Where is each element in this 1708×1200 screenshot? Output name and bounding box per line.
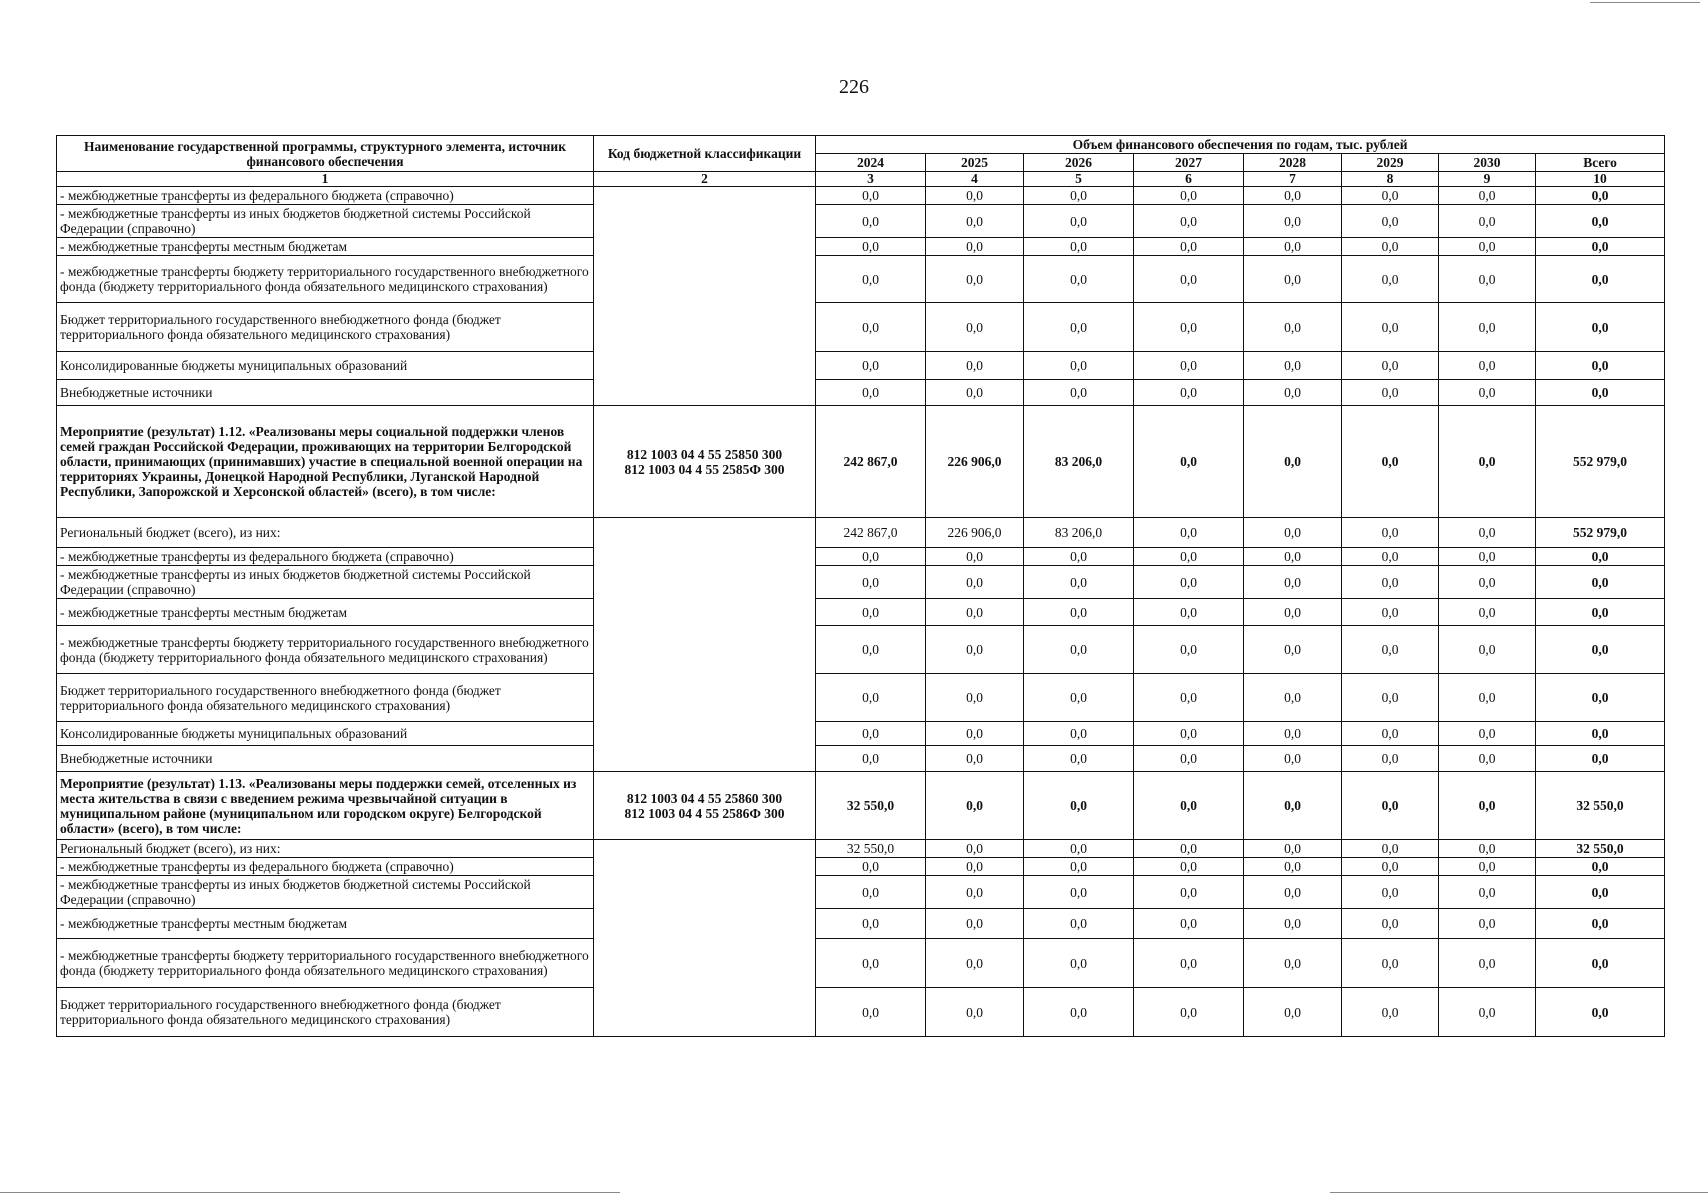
- value-cell: 0,0: [1134, 303, 1244, 352]
- value-cell: 0,0: [1244, 626, 1342, 674]
- value-cell: 0,0: [1024, 772, 1134, 840]
- value-cell: 0,0: [926, 352, 1024, 380]
- scan-edge-line: [1330, 1192, 1708, 1193]
- value-cell: 0,0: [926, 722, 1024, 746]
- value-cell: 0,0: [1439, 256, 1536, 303]
- row-name: Бюджет территориального государственного внебюджетного фонда (бюджет территориального фонда обязательного медицинского страхования): [57, 674, 594, 722]
- value-cell: 0,0: [1244, 187, 1342, 205]
- value-cell: 0,0: [816, 939, 926, 988]
- header-year: 2029: [1342, 154, 1439, 172]
- value-cell: 0,0: [1342, 988, 1439, 1037]
- value-cell: 0,0: [1342, 406, 1439, 518]
- value-cell: 0,0: [1342, 352, 1439, 380]
- total-cell: 0,0: [1536, 909, 1665, 939]
- scan-edge-line: [0, 1192, 620, 1193]
- table-row: [57, 380, 1665, 406]
- value-cell: 0,0: [1342, 674, 1439, 722]
- column-number: 1: [57, 172, 594, 187]
- table-row: [57, 674, 1665, 722]
- total-cell: 0,0: [1536, 548, 1665, 566]
- value-cell: 0,0: [1342, 566, 1439, 599]
- value-cell: 0,0: [1439, 840, 1536, 858]
- value-cell: 0,0: [1134, 988, 1244, 1037]
- column-number: 2: [594, 172, 816, 187]
- value-cell: 0,0: [1342, 303, 1439, 352]
- total-cell: 0,0: [1536, 187, 1665, 205]
- total-cell: 0,0: [1536, 352, 1665, 380]
- value-cell: 0,0: [1134, 858, 1244, 876]
- value-cell: 83 206,0: [1024, 518, 1134, 548]
- total-cell: 0,0: [1536, 674, 1665, 722]
- total-cell: 0,0: [1536, 238, 1665, 256]
- value-cell: 0,0: [1024, 205, 1134, 238]
- value-cell: 0,0: [816, 380, 926, 406]
- column-number: 9: [1439, 172, 1536, 187]
- value-cell: 0,0: [1244, 352, 1342, 380]
- value-cell: 0,0: [1134, 840, 1244, 858]
- value-cell: 0,0: [1024, 722, 1134, 746]
- column-number: 10: [1536, 172, 1665, 187]
- table-row: [57, 548, 1665, 566]
- value-cell: 0,0: [1024, 238, 1134, 256]
- value-cell: 0,0: [1244, 518, 1342, 548]
- value-cell: 0,0: [1024, 566, 1134, 599]
- value-cell: 0,0: [816, 909, 926, 939]
- value-cell: 0,0: [1439, 303, 1536, 352]
- value-cell: 0,0: [1244, 909, 1342, 939]
- value-cell: 0,0: [1024, 909, 1134, 939]
- value-cell: 0,0: [1134, 380, 1244, 406]
- value-cell: 0,0: [816, 988, 926, 1037]
- value-cell: 0,0: [1439, 238, 1536, 256]
- measure-name: Мероприятие (результат) 1.13. «Реализованы меры поддержки семей, отселенных из места жительства в связи с введением режима чрезвычайной ситуации в муниципальном районе (муниципальном или городском округе) Белгородской области» (всего), в том числе:: [57, 772, 594, 840]
- value-cell: 0,0: [1244, 406, 1342, 518]
- value-cell: 0,0: [1134, 909, 1244, 939]
- value-cell: 0,0: [1342, 876, 1439, 909]
- value-cell: 0,0: [1134, 548, 1244, 566]
- table-row: [57, 626, 1665, 674]
- total-cell: 0,0: [1536, 988, 1665, 1037]
- value-cell: 226 906,0: [926, 406, 1024, 518]
- value-cell: 0,0: [1244, 548, 1342, 566]
- table-row: [57, 352, 1665, 380]
- value-cell: 0,0: [1342, 518, 1439, 548]
- table-row: [57, 939, 1665, 988]
- value-cell: 0,0: [1342, 238, 1439, 256]
- header-year: 2027: [1134, 154, 1244, 172]
- value-cell: 0,0: [926, 858, 1024, 876]
- row-name: - межбюджетные трансферты местным бюджетам: [57, 909, 594, 939]
- total-cell: 0,0: [1536, 626, 1665, 674]
- value-cell: 0,0: [816, 187, 926, 205]
- budget-code-empty: [594, 187, 816, 406]
- value-cell: 0,0: [816, 566, 926, 599]
- value-cell: 0,0: [1244, 772, 1342, 840]
- value-cell: 0,0: [1024, 988, 1134, 1037]
- total-cell: 0,0: [1536, 380, 1665, 406]
- column-number: 3: [816, 172, 926, 187]
- value-cell: 0,0: [1439, 722, 1536, 746]
- column-number: 8: [1342, 172, 1439, 187]
- row-name: - межбюджетные трансферты из федерального бюджета (справочно): [57, 187, 594, 205]
- measure-row: [57, 772, 1665, 840]
- value-cell: 0,0: [926, 238, 1024, 256]
- row-name: Бюджет территориального государственного внебюджетного фонда (бюджет территориального фонда обязательного медицинского страхования): [57, 988, 594, 1037]
- header-code: Код бюджетной классификации: [594, 136, 816, 172]
- row-name: - межбюджетные трансферты местным бюджетам: [57, 238, 594, 256]
- budget-code-cell: [594, 772, 816, 840]
- total-cell: 0,0: [1536, 939, 1665, 988]
- table-row: [57, 205, 1665, 238]
- value-cell: 0,0: [1024, 187, 1134, 205]
- value-cell: 0,0: [1439, 566, 1536, 599]
- value-cell: 0,0: [1134, 256, 1244, 303]
- value-cell: 0,0: [1439, 548, 1536, 566]
- header-year: 2030: [1439, 154, 1536, 172]
- value-cell: 0,0: [816, 205, 926, 238]
- value-cell: 0,0: [1342, 256, 1439, 303]
- value-cell: 0,0: [1024, 303, 1134, 352]
- total-cell: 0,0: [1536, 858, 1665, 876]
- value-cell: 0,0: [1134, 187, 1244, 205]
- value-cell: 0,0: [1134, 876, 1244, 909]
- value-cell: 0,0: [1024, 746, 1134, 772]
- header-volume: Объем финансового обеспечения по годам, тыс. рублей: [816, 136, 1665, 154]
- value-cell: 0,0: [1342, 909, 1439, 939]
- row-name: - межбюджетные трансферты бюджету территориального государственного внебюджетного фонда (бюджету территориального фонда обязательного медицинского страхования): [57, 626, 594, 674]
- value-cell: 0,0: [816, 303, 926, 352]
- value-cell: 0,0: [1342, 858, 1439, 876]
- financing-table: [56, 135, 1665, 1037]
- column-number: 5: [1024, 172, 1134, 187]
- value-cell: 0,0: [1244, 205, 1342, 238]
- value-cell: 0,0: [1134, 566, 1244, 599]
- value-cell: 0,0: [1439, 988, 1536, 1037]
- value-cell: 0,0: [1342, 840, 1439, 858]
- value-cell: 0,0: [1244, 380, 1342, 406]
- value-cell: 0,0: [1134, 518, 1244, 548]
- header-year: 2026: [1024, 154, 1134, 172]
- table-row: [57, 858, 1665, 876]
- value-cell: 0,0: [926, 566, 1024, 599]
- table-row: [57, 303, 1665, 352]
- value-cell: 0,0: [1342, 205, 1439, 238]
- value-cell: 0,0: [1244, 746, 1342, 772]
- value-cell: 0,0: [1134, 939, 1244, 988]
- value-cell: 0,0: [1024, 599, 1134, 626]
- value-cell: 0,0: [1439, 772, 1536, 840]
- table-row: [57, 876, 1665, 909]
- value-cell: 0,0: [1342, 772, 1439, 840]
- value-cell: 0,0: [1244, 674, 1342, 722]
- table-row: [57, 187, 1665, 205]
- total-cell: 0,0: [1536, 746, 1665, 772]
- value-cell: 0,0: [1134, 722, 1244, 746]
- value-cell: 83 206,0: [1024, 406, 1134, 518]
- row-name: - межбюджетные трансферты местным бюджетам: [57, 599, 594, 626]
- total-cell: 32 550,0: [1536, 772, 1665, 840]
- value-cell: 0,0: [1244, 840, 1342, 858]
- row-name: - межбюджетные трансферты из федерального бюджета (справочно): [57, 548, 594, 566]
- value-cell: 0,0: [1439, 746, 1536, 772]
- budget-code: 812 1003 04 4 55 25860 300: [626, 790, 783, 806]
- table-row: [57, 840, 1665, 858]
- value-cell: 0,0: [926, 303, 1024, 352]
- table-row: [57, 566, 1665, 599]
- value-cell: 0,0: [1439, 939, 1536, 988]
- value-cell: 0,0: [1134, 599, 1244, 626]
- table-row: [57, 518, 1665, 548]
- value-cell: 0,0: [926, 380, 1024, 406]
- table-row: [57, 256, 1665, 303]
- row-name: - межбюджетные трансферты из иных бюджетов бюджетной системы Российской Федерации (справочно): [57, 566, 594, 599]
- value-cell: 0,0: [926, 256, 1024, 303]
- row-name: - межбюджетные трансферты из иных бюджетов бюджетной системы Российской Федерации (справочно): [57, 876, 594, 909]
- value-cell: 0,0: [1244, 256, 1342, 303]
- value-cell: 0,0: [1244, 722, 1342, 746]
- value-cell: 0,0: [1024, 548, 1134, 566]
- value-cell: 0,0: [1134, 406, 1244, 518]
- value-cell: 0,0: [1024, 840, 1134, 858]
- value-cell: 0,0: [816, 352, 926, 380]
- budget-code: 812 1003 04 4 55 2585Ф 300: [624, 461, 785, 477]
- value-cell: 0,0: [816, 256, 926, 303]
- value-cell: 0,0: [926, 205, 1024, 238]
- value-cell: 0,0: [1342, 722, 1439, 746]
- total-cell: 0,0: [1536, 205, 1665, 238]
- value-cell: 0,0: [1244, 303, 1342, 352]
- row-name: - межбюджетные трансферты из федерального бюджета (справочно): [57, 858, 594, 876]
- header-total: Всего: [1536, 154, 1665, 172]
- value-cell: 0,0: [816, 876, 926, 909]
- value-cell: 0,0: [1439, 205, 1536, 238]
- measure-name: Мероприятие (результат) 1.12. «Реализованы меры социальной поддержки членов семей граждан Российской Федерации, проживающих на территории Белгородской области, принимающих (принимавших) участие в специальной военной операции на территориях Украины, Донецкой Народной Республики, Луганской Народной Республики, Запорожской и Херсонской областей» (всего), в том числе:: [57, 406, 594, 518]
- value-cell: 0,0: [1342, 599, 1439, 626]
- value-cell: 0,0: [816, 626, 926, 674]
- total-cell: 0,0: [1536, 876, 1665, 909]
- value-cell: 0,0: [1134, 205, 1244, 238]
- budget-code-empty: [594, 518, 816, 772]
- budget-code-cell: [594, 406, 816, 518]
- value-cell: 0,0: [926, 674, 1024, 722]
- value-cell: 0,0: [1244, 566, 1342, 599]
- row-name: Региональный бюджет (всего), из них:: [57, 840, 594, 858]
- row-name: Внебюджетные источники: [57, 380, 594, 406]
- value-cell: 0,0: [1244, 858, 1342, 876]
- column-number: 7: [1244, 172, 1342, 187]
- value-cell: 0,0: [1342, 626, 1439, 674]
- total-cell: 0,0: [1536, 256, 1665, 303]
- row-name: - межбюджетные трансферты бюджету территориального государственного внебюджетного фонда (бюджету территориального фонда обязательного медицинского страхования): [57, 939, 594, 988]
- value-cell: 0,0: [816, 548, 926, 566]
- value-cell: 0,0: [1024, 352, 1134, 380]
- table-row: [57, 238, 1665, 256]
- column-number: 6: [1134, 172, 1244, 187]
- value-cell: 0,0: [816, 674, 926, 722]
- value-cell: 0,0: [816, 746, 926, 772]
- value-cell: 0,0: [1244, 939, 1342, 988]
- total-cell: 552 979,0: [1536, 518, 1665, 548]
- value-cell: 0,0: [1439, 352, 1536, 380]
- row-name: Консолидированные бюджеты муниципальных образований: [57, 722, 594, 746]
- table-row: [57, 722, 1665, 746]
- value-cell: 0,0: [926, 988, 1024, 1037]
- value-cell: 0,0: [926, 876, 1024, 909]
- header-year: 2024: [816, 154, 926, 172]
- value-cell: 0,0: [816, 858, 926, 876]
- value-cell: 0,0: [1134, 352, 1244, 380]
- value-cell: 0,0: [1244, 238, 1342, 256]
- value-cell: 0,0: [1342, 548, 1439, 566]
- scan-edge-line: [1590, 2, 1700, 3]
- value-cell: 0,0: [1134, 238, 1244, 256]
- value-cell: 0,0: [926, 939, 1024, 988]
- row-name: - межбюджетные трансферты из иных бюджетов бюджетной системы Российской Федерации (справочно): [57, 205, 594, 238]
- value-cell: 0,0: [926, 187, 1024, 205]
- value-cell: 0,0: [926, 626, 1024, 674]
- total-cell: 32 550,0: [1536, 840, 1665, 858]
- total-cell: 0,0: [1536, 722, 1665, 746]
- value-cell: 0,0: [926, 746, 1024, 772]
- table-body: [57, 187, 1665, 1037]
- value-cell: 0,0: [1134, 746, 1244, 772]
- value-cell: 0,0: [1024, 939, 1134, 988]
- value-cell: 32 550,0: [816, 772, 926, 840]
- value-cell: 242 867,0: [816, 406, 926, 518]
- value-cell: 0,0: [926, 840, 1024, 858]
- table-row: [57, 988, 1665, 1037]
- value-cell: 0,0: [1024, 380, 1134, 406]
- value-cell: 0,0: [1439, 858, 1536, 876]
- value-cell: 0,0: [1439, 599, 1536, 626]
- total-cell: 552 979,0: [1536, 406, 1665, 518]
- value-cell: 0,0: [1439, 909, 1536, 939]
- column-number: 4: [926, 172, 1024, 187]
- page-number: 226: [839, 76, 869, 98]
- value-cell: 0,0: [1244, 876, 1342, 909]
- header-year: 2028: [1244, 154, 1342, 172]
- value-cell: 0,0: [1439, 876, 1536, 909]
- value-cell: 0,0: [1439, 406, 1536, 518]
- table-row: [57, 599, 1665, 626]
- value-cell: 0,0: [1024, 858, 1134, 876]
- table-row: [57, 746, 1665, 772]
- header-year: 2025: [926, 154, 1024, 172]
- value-cell: 0,0: [1439, 674, 1536, 722]
- row-name: Внебюджетные источники: [57, 746, 594, 772]
- value-cell: 0,0: [1024, 674, 1134, 722]
- value-cell: 0,0: [1244, 599, 1342, 626]
- value-cell: 0,0: [1439, 187, 1536, 205]
- value-cell: 0,0: [1342, 746, 1439, 772]
- value-cell: 0,0: [816, 599, 926, 626]
- value-cell: 0,0: [1342, 187, 1439, 205]
- budget-code: 812 1003 04 4 55 25850 300: [626, 446, 783, 462]
- row-name: - межбюджетные трансферты бюджету территориального государственного внебюджетного фонда (бюджету территориального фонда обязательного медицинского страхования): [57, 256, 594, 303]
- measure-row: [57, 406, 1665, 518]
- value-cell: 0,0: [816, 722, 926, 746]
- value-cell: 0,0: [1134, 626, 1244, 674]
- value-cell: 0,0: [1439, 626, 1536, 674]
- total-cell: 0,0: [1536, 303, 1665, 352]
- value-cell: 0,0: [926, 772, 1024, 840]
- value-cell: 0,0: [926, 599, 1024, 626]
- row-name: Консолидированные бюджеты муниципальных образований: [57, 352, 594, 380]
- budget-code: 812 1003 04 4 55 2586Ф 300: [624, 805, 785, 821]
- value-cell: 0,0: [1134, 772, 1244, 840]
- row-name: Бюджет территориального государственного внебюджетного фонда (бюджет территориального фонда обязательного медицинского страхования): [57, 303, 594, 352]
- value-cell: 0,0: [926, 909, 1024, 939]
- value-cell: 0,0: [1244, 988, 1342, 1037]
- value-cell: 0,0: [1342, 380, 1439, 406]
- header-name: Наименование государственной программы, структурного элемента, источник финансового обеспечения: [57, 136, 594, 172]
- table-row: [57, 909, 1665, 939]
- value-cell: 0,0: [1134, 674, 1244, 722]
- total-cell: 0,0: [1536, 566, 1665, 599]
- value-cell: 0,0: [1024, 626, 1134, 674]
- row-name: Региональный бюджет (всего), из них:: [57, 518, 594, 548]
- value-cell: 0,0: [926, 548, 1024, 566]
- value-cell: 32 550,0: [816, 840, 926, 858]
- value-cell: 0,0: [1439, 518, 1536, 548]
- budget-code-empty: [594, 840, 816, 1037]
- value-cell: 226 906,0: [926, 518, 1024, 548]
- value-cell: 0,0: [1439, 380, 1536, 406]
- value-cell: 0,0: [816, 238, 926, 256]
- value-cell: 0,0: [1024, 256, 1134, 303]
- total-cell: 0,0: [1536, 599, 1665, 626]
- value-cell: 242 867,0: [816, 518, 926, 548]
- value-cell: 0,0: [1024, 876, 1134, 909]
- value-cell: 0,0: [1342, 939, 1439, 988]
